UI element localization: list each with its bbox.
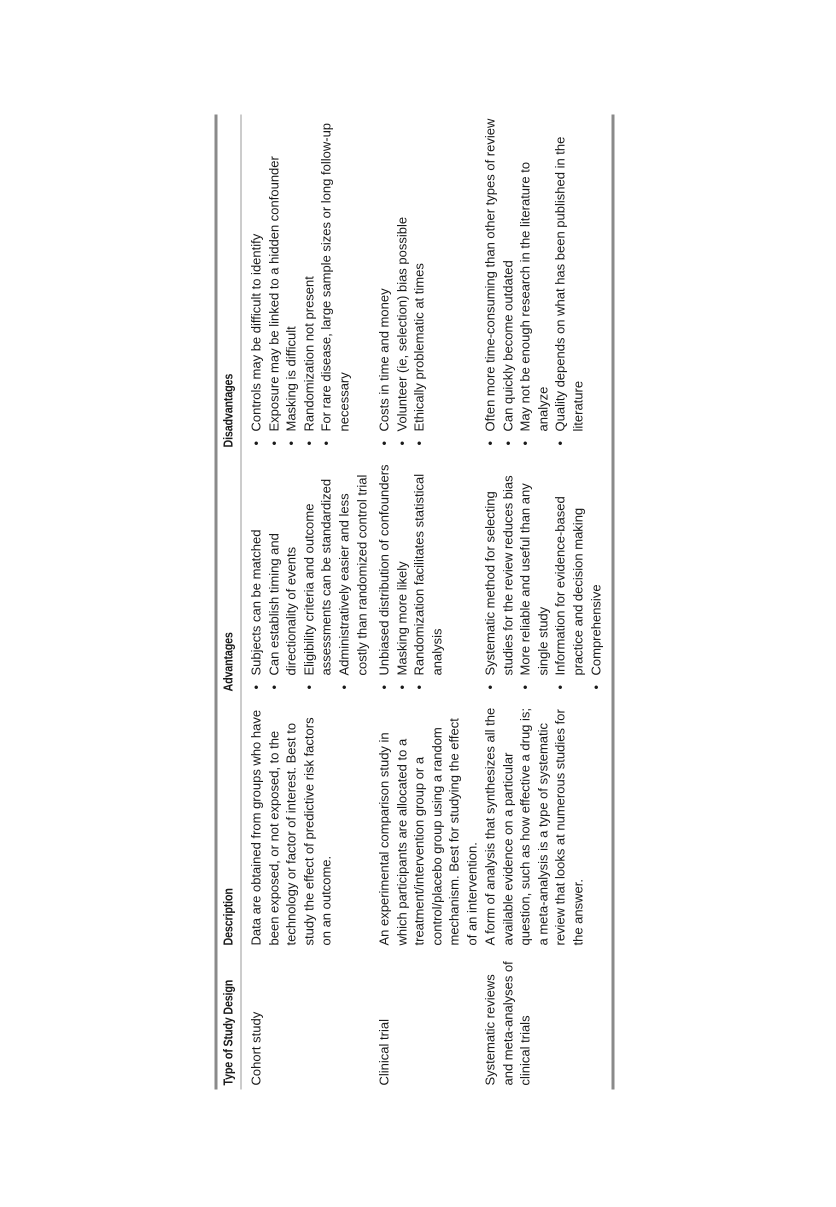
list-item: • For rare disease, large sample sizes or long follow-up necessary [317, 115, 352, 448]
table-top-rule [214, 115, 217, 1090]
row-clinical-disadvantages [375, 115, 428, 448]
row-systematic-advantages [481, 458, 604, 692]
list-item: • Comprehensive [587, 458, 605, 692]
row-cohort-type: Cohort study [248, 1011, 263, 1086]
row-systematic-type: Systematic reviews and meta-analyses of clinical trials [482, 961, 533, 1086]
list-item: • Can establish timing and directionality of events [265, 458, 300, 692]
list-item: • Exposure may be linked to a hidden confounder [265, 115, 283, 448]
header-disadvantages: Disadvantages [221, 373, 235, 448]
row-clinical-description: An experimental comparison study in which participants are allocated to a treatment/intervention group or a control/placebo group using a random mechanism. Best for studying the effect of an intervention. [376, 718, 479, 946]
list-item: • Information for evidence-based practice and decision making [551, 458, 586, 692]
list-item: • Often more time-consuming than other types of review [481, 115, 499, 448]
row-clinical-type: Clinical trial [376, 1019, 391, 1086]
row-cohort-disadvantages [247, 115, 353, 448]
row-systematic-description: A form of analysis that synthesizes all the available evidence on a particular question, such as how effective a drug is; a meta-analysis is a type of systematic review that looks at numerous studies for the answer. [482, 707, 585, 946]
header-description: Description [221, 888, 235, 946]
list-item: • Systematic method for selecting studies for the review reduces bias [481, 458, 516, 692]
list-item: • Randomization not present [300, 115, 318, 448]
list-item: • Quality depends on what has been published in the literature [551, 115, 586, 448]
list-item: • Volunteer (ie, selection) bias possible [393, 115, 411, 448]
row-cohort-advantages [247, 458, 370, 692]
list-item: • Administratively easier and less costly than randomized control trial [335, 458, 370, 692]
study-design-table [214, 115, 614, 1090]
row-cohort-description: Data are obtained from groups who have been exposed, or not exposed, to the technology or factor of interest. Best to study the effect of predictive risk factors on an outcome. [248, 709, 334, 946]
row-systematic-disadvantages [481, 115, 587, 448]
list-item: • May not be enough research in the literature to analyze [516, 115, 551, 448]
list-item: • More reliable and useful than any single study [516, 458, 551, 692]
list-item: • Eligibility criteria and outcome assessments can be standardized [300, 458, 335, 692]
list-item: • Costs in time and money [375, 115, 393, 448]
header-advantages: Advantages [221, 632, 235, 692]
row-clinical-advantages [375, 458, 445, 692]
table-header-rule [240, 115, 241, 1090]
list-item: • Masking more likely [393, 458, 411, 692]
list-item: • Subjects can be matched [247, 458, 265, 692]
list-item: • Ethically problematic at times [410, 115, 428, 448]
header-type: Type of Study Design [221, 979, 235, 1086]
list-item: • Can quickly become outdated [499, 115, 517, 448]
list-item: • Masking is difficult [282, 115, 300, 448]
list-item: • Unbiased distribution of confounders [375, 458, 393, 692]
table-bottom-rule [611, 115, 614, 1090]
list-item: • Controls may be difficult to identify [247, 115, 265, 448]
list-item: • Randomization facilitates statistical analysis [410, 458, 445, 692]
